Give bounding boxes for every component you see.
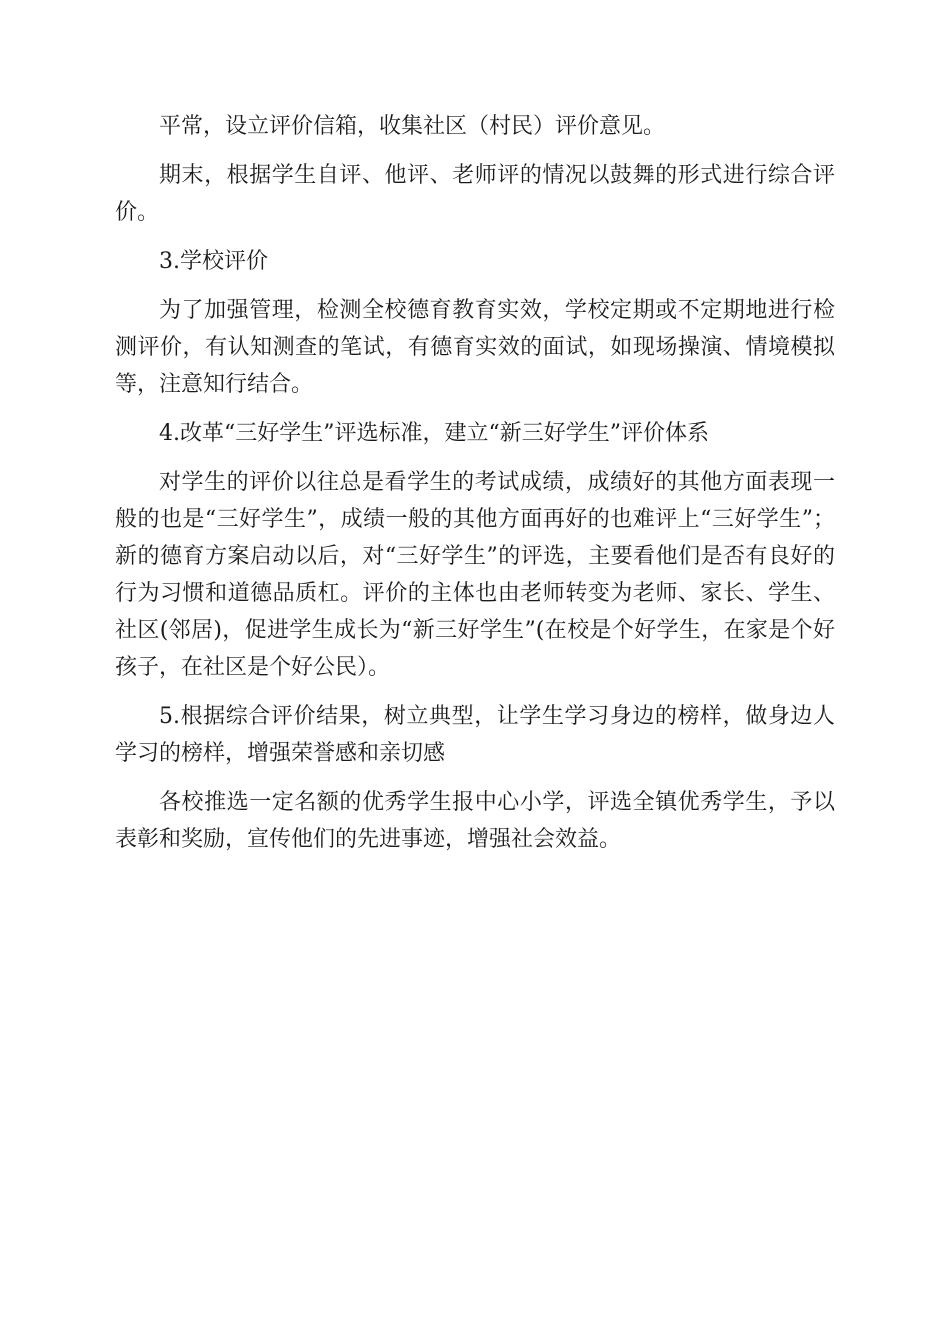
paragraph-role-models: 各校推选一定名额的优秀学生报中心小学，评选全镇优秀学生，予以表彰和奖励，宣传他们的先进事迹，增强社会效益。: [115, 790, 835, 852]
paragraph-term-end-evaluation: 期末，根据学生自评、他评、老师评的情况以鼓舞的形式进行综合评价。: [115, 163, 835, 225]
heading-role-models: 5.根据综合评价结果，树立典型，让学生学习身边的榜样，做身边人学习的榜样，增强荣誉感和亲切感: [115, 704, 835, 766]
paragraph-feedback-box: 平常，设立评价信箱，收集社区（村民）评价意见。: [159, 114, 666, 139]
document-body: [115, 108, 835, 870]
paragraph-three-good-students-reform: 对学生的评价以往总是看学生的考试成绩，成绩好的其他方面表现一般的也是“三好学生”，成绩一般的其他方面再好的也难评上“三好学生”；新的德育方案启动以后，对“三好学生”的评选，主要看他们是否有良好的行为习惯和道德品质杠。评价的主体也由老师转变为老师、家长、学生、社区(邻居)，促进学生成长为“新三好学生”(在校是个好学生，在家是个好孩子，在社区是个好公民）。: [115, 470, 835, 680]
heading-three-good-students-reform: 4.改革“三好学生”评选标准，建立“新三好学生”评价体系: [159, 421, 709, 446]
heading-school-evaluation: 3.学校评价: [159, 249, 268, 274]
paragraph-school-evaluation: 为了加强管理，检测全校德育教育实效，学校定期或不定期地进行检测评价，有认知测查的笔试，有德育实效的面试，如现场操演、情境模拟等，注意知行结合。: [115, 298, 835, 397]
